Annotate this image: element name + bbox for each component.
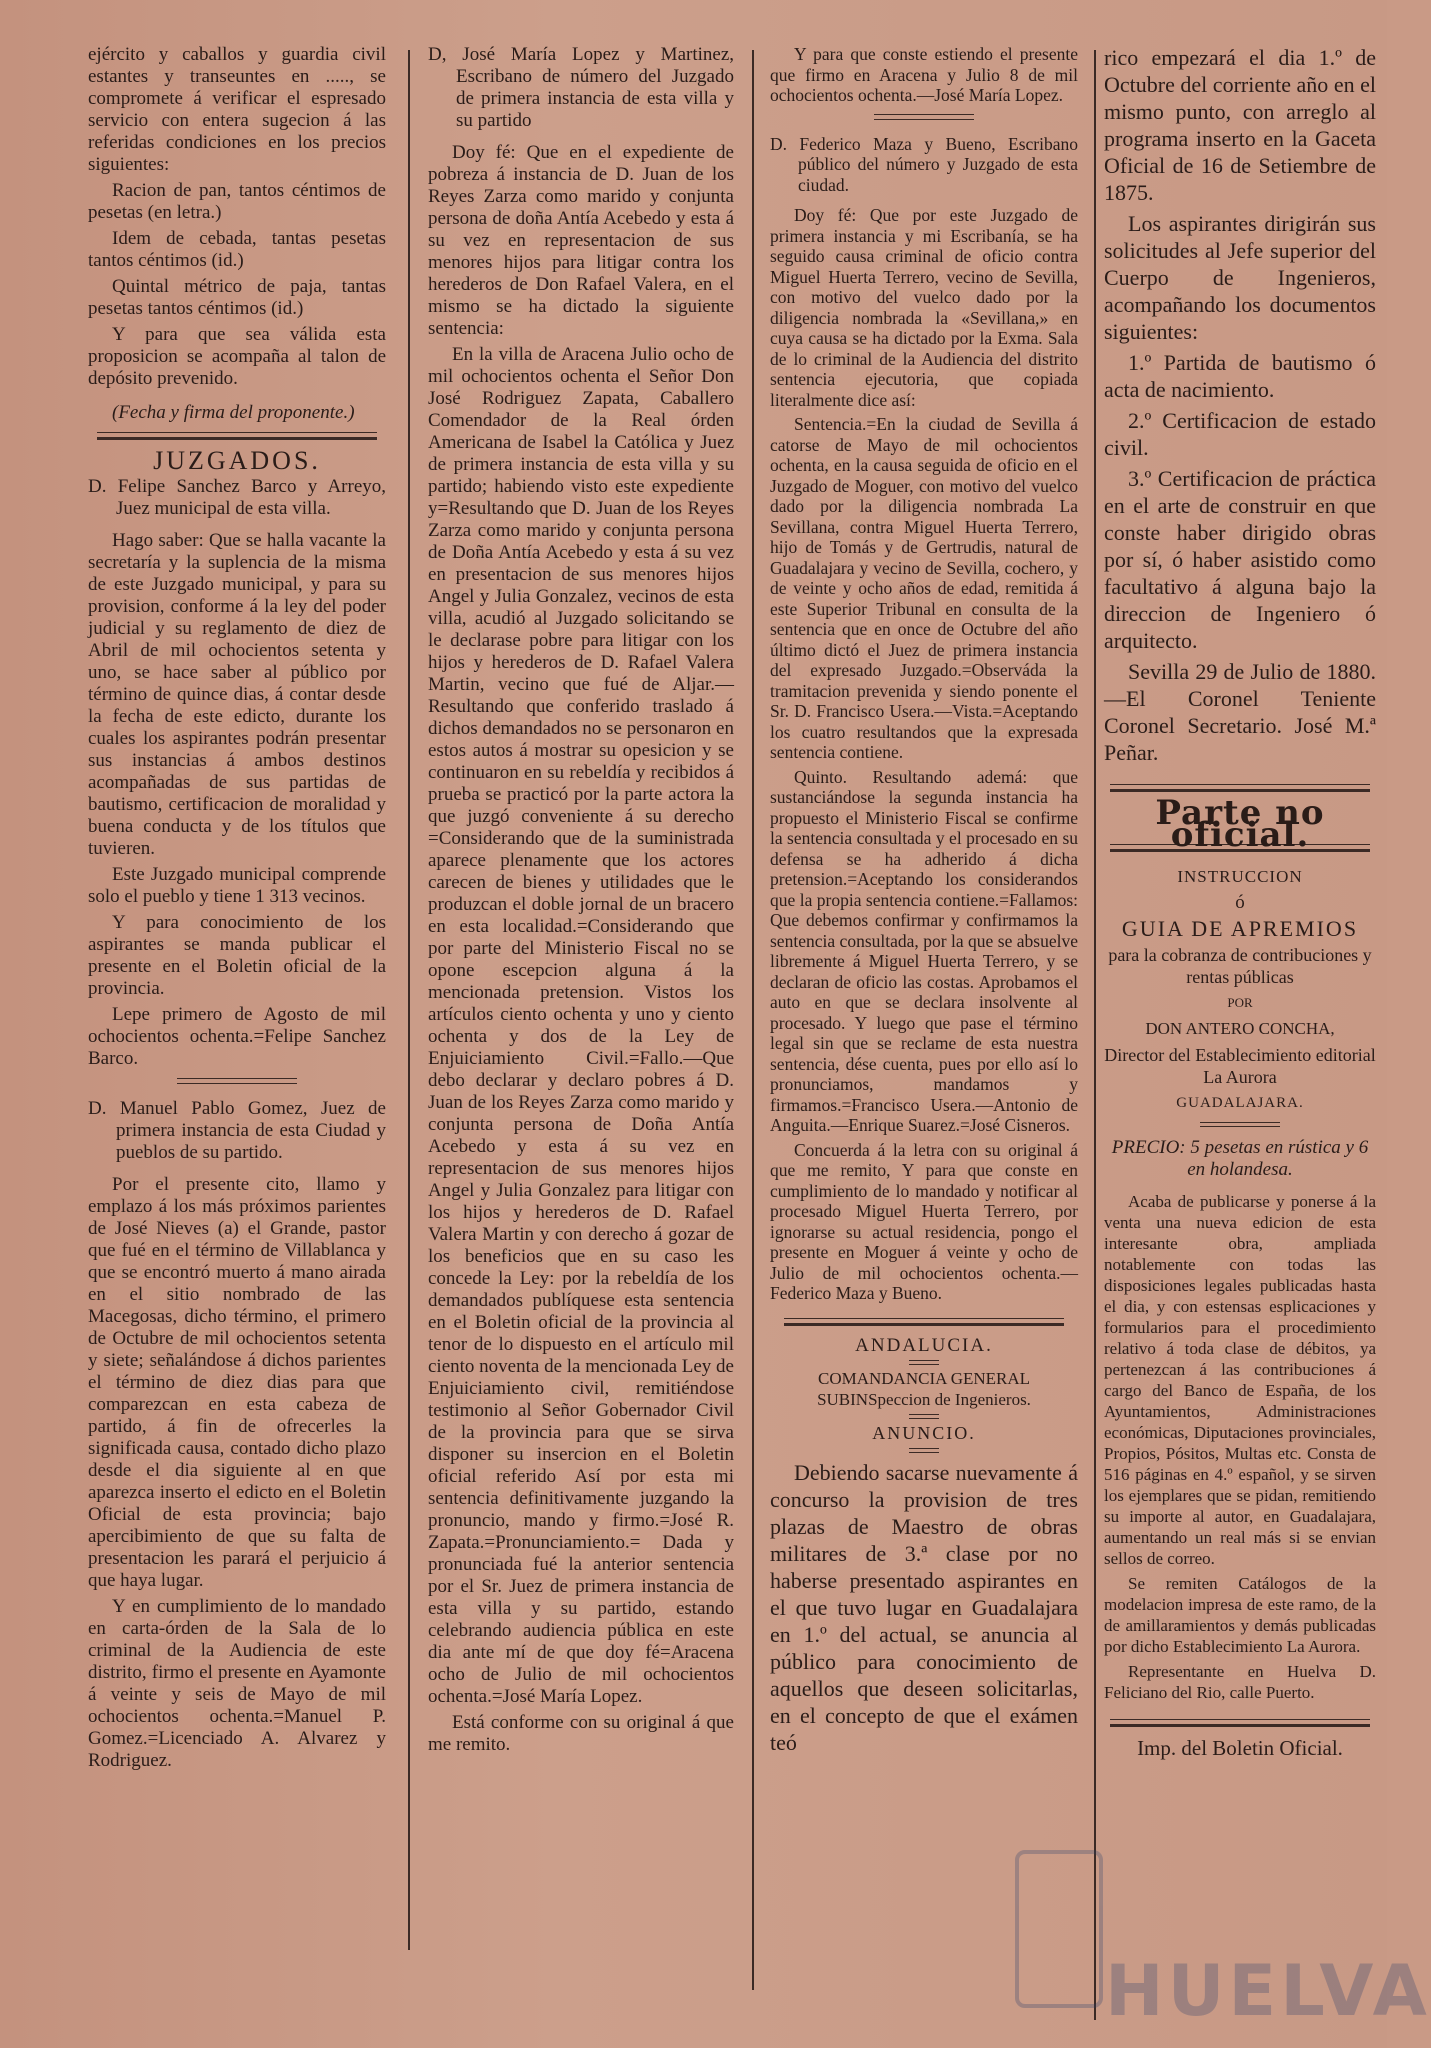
- small-divider: [909, 1360, 939, 1365]
- announcement-applicants: Los aspirantes dirigirán sus solicitudes al Jefe superior del Cuerpo de Ingenieros, acompañando los documentos siguientes:: [1104, 211, 1376, 344]
- edict-lepe-body: Hago saber: Que se halla vacante la secretaría y la suplencia de la misma de este Juzgado municipal, y para su provision, conforme á la ley del poder judicial y su reglamento de diez de Abril de mil ochocientos setenta y uno, se hace saber al público por término de quince dias, á contar desde la fecha de este edicto, durante los cuales los aspirantes podrán presentar sus instancias á ambos destinos acompañadas de sus partidas de bautismo, certificacion de moralidad y buena conducta y de los títulos que tuvieren.: [88, 530, 386, 859]
- section-divider: [784, 1318, 1064, 1326]
- proposal-text: ejército y caballos y guardia civil estantes y transeuntes en ....., se compromete á verificar el espresado servicio con entera sugecion á las referidas condiciones en los precios siguientes:: [88, 44, 386, 175]
- column-3: [770, 44, 1078, 1760]
- proposal-straw: Quintal métrico de paja, tantas pesetas tantos céntimos (id.): [88, 276, 386, 319]
- ad-body: Acaba de publicarse y ponerse á la venta una nueva edicion de esta interesante obra, ampliada notablemente con todas las disposiciones legales publicadas hasta el dia, y con estensas esplicaciones y formularios para el procedimiento relativo á toda clase de débitos, ya pertenezcan á las contribuciones á cargo del Banco de España, de los Ayuntamientos, Administraciones económicas, Diputaciones provinciales, Propios, Pósitos, Multas etc. Consta de 516 páginas en 4.º español, y se sirven los ejemplares que se pidan, remitiendo su importe al autor, en Guadalajara, aumentando un real más si se envian sellos de correo.: [1104, 1192, 1376, 1568]
- edict-divider: [874, 114, 974, 120]
- column-rule-1: [408, 50, 410, 1950]
- edict-lepe-publication: Y para conocimiento de los aspirantes se manda publicar el presente en el Boletin oficial de la provincia.: [88, 912, 386, 999]
- edict-header-gomez: D. Manuel Pablo Gomez, Juez de primera instancia de esta Ciudad y pueblos de su partido.: [88, 1098, 386, 1163]
- edict-lepe-population: Este Juzgado municipal comprende solo el pueblo y tiene 1 313 vecinos.: [88, 864, 386, 907]
- section-title-juzgados: JUZGADOS.: [153, 446, 321, 475]
- announcement-continued: [1104, 44, 1376, 766]
- section-divider: [1110, 1719, 1370, 1727]
- announcement-body: Debiendo sacarse nuevamente á concurso la provision de tres plazas de Maestro de obras militares de 3.ª clase por no haberse presentado aspirantes en el que tuvo lugar en Guadalajara en 1.º del actual, se anuncia al público para conocimiento de aquellos que deseen solicitarlas, en el concepto de que el exámen teó: [770, 1459, 1078, 1755]
- edict-header-lopez: D, José María Lopez y Martinez, Escribano de número del Juzgado de primera instancia de esta villa y su partido: [428, 44, 734, 131]
- ad-catalogs: Se remiten Catálogos de la modelacion impresa de este ramo, de la de amillaramientos y demás publicadas por dicho Establecimiento La Aurora.: [1104, 1574, 1376, 1656]
- column-rule-2: [752, 50, 754, 1990]
- edict-lopez-sentence: En la villa de Aracena Julio ocho de mil ochocientos ochenta el Señor Don José Rodriguez Zapata, Caballero Comendador de la Real órden Americana de Isabel la Católica y Juez de primera instancia de esta villa y su partido; habiendo visto este expediente y=Resultando que D. Juan de los Reyes Zarza como marido y conjunta persona de Doña Antía Acebedo y esta á su vez en presentacion de sus menores hijos Angel y Julia Gonzalez, vecinos de esta villa, acudió al Juzgado solicitando se le declarase pobre para litigar con los hijos y herederos de D. Rafael Valera Martin, vecino que fué de Aljar.—Resultando que conferido traslado á dichos demandados no se personaron en estos autos á mostrar su opesicion y se continuaron en su rebeldía y recibidos á prueba se practicó por la parte actora la que juzgó conveniente á su derecho =Considerando que de la suministrada aparece plenamente que los actores carecen de bienes y utilidades que le produzcan el doble jornal de un bracero en esta localidad.=Considerando que por parte del Ministerio Fiscal no se opone escepcion alguna á la mencionada pretension. Vistos los artículos ciento ochenta y uno y ciento ochenta y dos de la Ley de Enjuiciamiento Civil.=Fallo.—Que debo declarar y declaro pobres á D. Juan de los Reyes Zarza como marido y conjunta persona de Doña Antía Acebedo y esta á su vez en representacion de sus menores hijos Angel y Julia Gonzalez para litigar con los hijos y herederos de D. Rafael Valera Martin y con derecho á gozar de los beneficios que en su caso les concede la Ley: por la rebeldía de los demandados publíquese esta sentencia en el Boletin oficial de la provincia al tenor de lo dispuesto en el artículo mil ciento noventa de la mencionada Ley de Enjuiciamiento civil, remitiéndose testimonio al Señor Gobernador Civil de la provincia para que se sirva disponer su insercion en el Boletin oficial referido Así por esta mi sentencia definitivamente juzgando la pronuncio, mando y firmo.=José R. Zapata.=Pronunciamiento.= Dada y pronunciada fué la anterior sentencia por el Sr. Juez de primera instancia de esta villa y su partido, estando celebrando audiencia pública en este dia ante mí de que doy fé=Aracena ocho de Julio de mil ochocientos ochenta.=José María Lopez.: [428, 344, 734, 1707]
- ad-o: ó: [1235, 892, 1245, 913]
- section-divider: [1110, 784, 1370, 792]
- proposal-bread: Racion de pan, tantos céntimos de pesetas (en letra.): [88, 180, 386, 223]
- ad-representative: Representante en Huelva D. Feliciano del Rio, calle Puerto.: [1104, 1662, 1376, 1702]
- edict-lepe-signature: Lepe primero de Agosto de mil ochocientos ochenta.=Felipe Sanchez Barco.: [88, 1004, 386, 1069]
- printer-imprint: Imp. del Boletin Oficial.: [1137, 1736, 1343, 1760]
- section-title-anuncio: ANUNCIO.: [872, 1423, 976, 1443]
- ad-author: DON ANTERO CONCHA,: [1145, 1019, 1335, 1038]
- announcement-req-2: 2.º Certificacion de estado civil.: [1104, 408, 1376, 460]
- coat-of-arms-icon: [1015, 1850, 1103, 2008]
- edict-lopez-closing: Está conforme con su original á que me remito.: [428, 1712, 734, 1755]
- ad-author-title: Director del Establecimiento editorial La Aurora: [1104, 1045, 1376, 1087]
- column-2: [428, 44, 734, 1760]
- edict-maza-intro: Doy fé: Que por este Juzgado de primera instancia y mi Escribanía, se ha seguido causa criminal de oficio contra Miguel Huerta Terrero, vecino de Sevilla, con motivo del vuelco dado por la diligencia nombrada la «Sevillana,» en cuya causa se ha dictado por la Exma. Sala de lo criminal de la Audiencia del distrito sentencia ejecutoria, que copiada literalmente dice así:: [770, 205, 1078, 410]
- announcement-req-3: 3.º Certificacion de práctica en el arte de construir en que conste haber dirigido obras por sí, ó haber asistido como facultativo á alguna bajo la direccion de Ingeniero ó arquitecto.: [1104, 466, 1376, 653]
- section-divider: [97, 432, 377, 440]
- edict-lopez-intro: Doy fé: Que en el expediente de pobreza á instancia de D. Juan de los Reyes Zarza como marido y conjunta persona de doña Antía Acebedo y esta á su vez en representacion de sus menores hijos para litigar contra los herederos de Don Rafael Valera, en el mismo se ha dictado la siguiente sentencia:: [428, 142, 734, 339]
- section-title-andalucia: ANDALUCIA.: [855, 1334, 993, 1356]
- ad-instruccion: INSTRUCCION: [1177, 867, 1303, 886]
- edict-divider: [177, 1078, 297, 1084]
- proposal-signature: (Fecha y firma del proponente.): [112, 402, 355, 423]
- edict-gomez-body: Por el presente cito, llamo y emplazo á los más próximos parientes de José Nieves (a) el Grande, pastor que fué en el término de Villablanca y que se encontró muerto á mano airada en el sitio nombrado de las Macegosas, dicho término, el primero de Octubre de mil ochocientos setenta y siete; señalándose á dichos parientes el término de diez dias para que comparezcan en esta cabeza de partido, á fin de ofrecerles la significada causa, contado dicho plazo desde el dia siguiente al en que aparezca inserto el edicto en el Boletin Oficial de esta provincia; bajo apercibimiento de que su falta de presentacion les parará el perjuicio á que haya lugar.: [88, 1174, 386, 1591]
- small-divider: [1200, 1122, 1280, 1127]
- edict-maza-sentence: Sentencia.=En la ciudad de Sevilla á catorse de Mayo de mil ochocientos ochenta, en la causa seguida de oficio en el Juzgado de Moguer, con motivo del vuelco dado por la diligencia nombrada La Sevillana, contra Miguel Huerta Terrero, hijo de Tomás y de Gertrudis, natural de Guadalajara y vecino de Sevilla, cochero, y de veinte y ocho años de edad, remitida á este Superior Tribunal en consulta de la sentencia que en once de Octubre del año último dictó el Juez de primera instancia del expresado Juzgado.=Observáda la tramitacion prevenida y siendo ponente el Sr. D. Francisco Usera.—Vista.=Aceptando los cuatro resultandos que la expresada sentencia contiene.: [770, 414, 1078, 762]
- section-subtitle-comandancia: COMANDANCIA GENERAL SUBINSpeccion de Ingenieros.: [817, 1369, 1031, 1409]
- column-1: [88, 44, 386, 1776]
- edict-header-maza: D. Federico Maza y Bueno, Escribano público del número y Juzgado de esta ciudad.: [770, 133, 1078, 195]
- ad-por: POR: [1227, 995, 1253, 1010]
- edict-maza-signature: Concuerda á la letra con su original á que me remito, Y para que conste en cumplimiento de lo mandado y notificar al procesado Miguel Huerta Terrero, por ignorarse su actual residencia, pongo el presente en Moguer á veinte y ocho de Julio de mil ochocientos ochenta.—Federico Maza y Bueno.: [770, 1139, 1078, 1303]
- section-title-parte-no-oficial: Parte no oficial.: [1155, 793, 1325, 855]
- announcement-req-1: 1.º Partida de bautismo ó acta de nacimiento.: [1104, 350, 1376, 402]
- small-divider: [909, 1414, 939, 1419]
- small-divider: [909, 1448, 939, 1453]
- announcement-signature: Sevilla 29 de Julio de 1880. —El Coronel Teniente Coronel Secretario. José M.ª Peñar.: [1104, 659, 1376, 765]
- archive-watermark: [1010, 1850, 1431, 2040]
- ad-subtitle: para la cobranza de contribuciones y rentas públicas: [1108, 945, 1372, 987]
- edict-gomez-signature: Y en cumplimiento de lo mandado en carta-órden de la Sala de lo criminal de la Audiencia de este distrito, firmo el presente en Ayamonte á veinte y seis de Mayo de mil ochocientos ochenta.=Manuel P. Gomez.=Licenciado A. Alvarez y Rodriguez.: [88, 1596, 386, 1771]
- column-rule-3: [1094, 50, 1096, 2020]
- announcement-exam: rico empezará el dia 1.º de Octubre del corriente año en el mismo punto, con arreglo al programa inserto en la Gaceta Oficial de 16 de Setiembre de 1875.: [1104, 45, 1376, 205]
- edict-lopez-signature: Y para que conste estiendo el presente que firmo en Aracena y Julio 8 de mil ochocientos ochenta.—José María Lopez.: [770, 44, 1078, 105]
- edict-header-lepe: D. Felipe Sanchez Barco y Arreyo, Juez municipal de esta villa.: [88, 476, 386, 519]
- ad-city: GUADALAJARA.: [1176, 1095, 1304, 1111]
- column-4: [1104, 44, 1376, 1763]
- proposal-barley: Idem de cebada, tantas pesetas tantos céntimos (id.): [88, 228, 386, 271]
- watermark-text: HUELVA: [1105, 1950, 1431, 2032]
- ad-title-guia: GUIA DE APREMIOS: [1121, 916, 1359, 941]
- proposal-validity: Y para que sea válida esta proposicion se acompaña al talon de depósito prevenido.: [88, 324, 386, 389]
- ad-price: PRECIO: 5 pesetas en rústica y 6 en holandesa.: [1111, 1137, 1369, 1180]
- edict-maza-fifth: Quinto. Resultando ademá: que sustanciándose la segunda instancia ha propuesto el Ministerio Fiscal se confirme la sentencia consultada y el procesado en su defensa se ha adherido á dicha pretension.=Aceptando los considerandos que la propia sentencia contiene.=Fallamos: Que debemos confirmar y confirmamos la sentencia consultada, por la que se absuelve libremente á Miguel Huerta Terrero, y se declaran de oficio las costas. Aprobamos el auto en que se declara insolvente al procesado. Y luego que pase el término legal sin que se reclame de esta nuestra sentencia, dése cuenta, pues por ello así lo pronunciamos, mandamos y firmamos.=Francisco Usera.—Antonio de Anguita.—Enrique Suarez.=José Cisneros.: [770, 766, 1078, 1135]
